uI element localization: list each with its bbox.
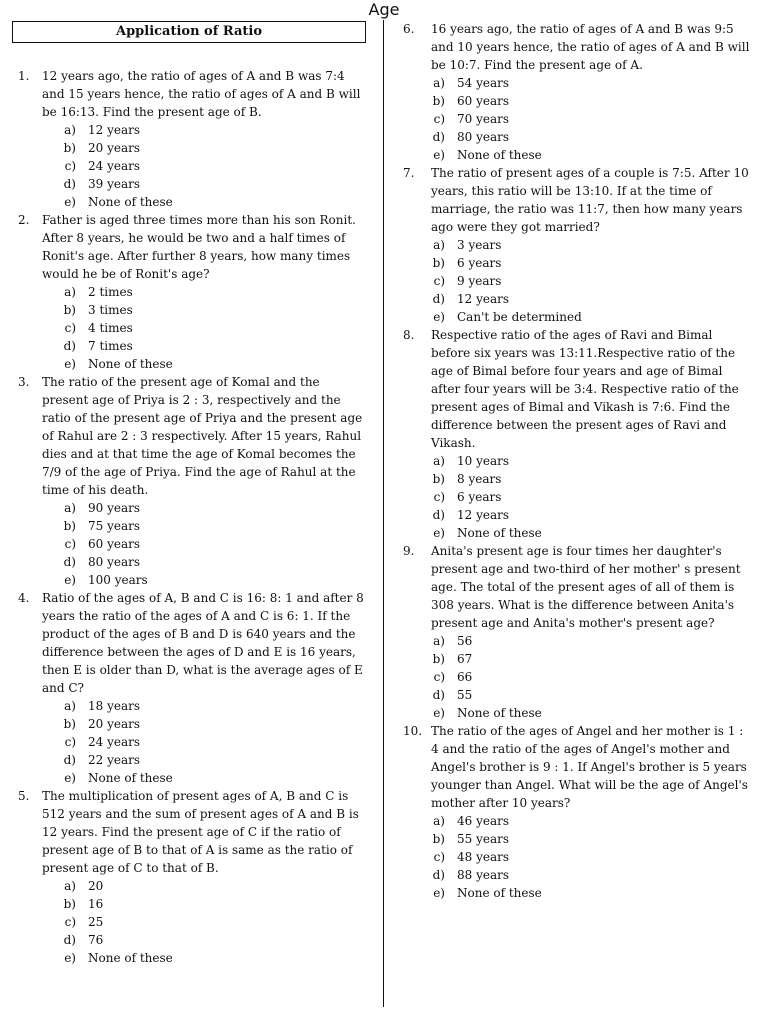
option-text: None of these <box>88 357 173 371</box>
option-item <box>403 668 753 686</box>
option-item <box>12 553 368 571</box>
option-letter: d) <box>63 753 76 767</box>
question-block <box>403 326 753 542</box>
question-text: 16 years ago, the ratio of ages of A and B was 9:5 and 10 years hence, the ratio of ages of A and B will be 10:7. Find the present age of A. <box>431 22 750 72</box>
option-item <box>12 319 368 337</box>
option-text: Can't be determined <box>457 310 582 324</box>
option-list <box>403 452 753 542</box>
option-text: 75 years <box>88 519 141 533</box>
option-letter: e) <box>433 148 445 162</box>
option-letter: e) <box>433 526 445 540</box>
option-text: None of these <box>88 771 173 785</box>
option-letter: d) <box>63 177 76 191</box>
question-row <box>403 722 753 812</box>
option-text: 56 <box>457 634 473 648</box>
option-text: None of these <box>457 886 542 900</box>
option-item <box>12 571 368 589</box>
option-letter: a) <box>64 879 76 893</box>
option-letter: e) <box>64 195 76 209</box>
option-letter: b) <box>63 897 76 911</box>
option-letter: b) <box>432 652 445 666</box>
option-text: 2 times <box>88 285 133 299</box>
option-item <box>403 884 753 902</box>
question-row <box>403 164 753 236</box>
option-text: 12 years <box>88 123 141 137</box>
option-letter: c) <box>64 159 76 173</box>
question-list-right <box>403 20 753 902</box>
option-text: 54 years <box>457 76 510 90</box>
option-letter: c) <box>433 850 445 864</box>
option-item <box>403 506 753 524</box>
option-letter: a) <box>64 123 76 137</box>
option-item <box>12 949 368 967</box>
option-text: None of these <box>457 706 542 720</box>
option-item <box>12 517 368 535</box>
question-number: 10. <box>403 724 423 738</box>
option-letter: b) <box>432 94 445 108</box>
option-letter: b) <box>63 519 76 533</box>
question-number: 1. <box>18 69 30 83</box>
option-letter: e) <box>433 706 445 720</box>
option-item <box>403 272 753 290</box>
option-item <box>403 686 753 704</box>
option-letter: a) <box>433 634 445 648</box>
option-item <box>403 452 753 470</box>
option-list <box>12 499 368 589</box>
option-item <box>12 121 368 139</box>
option-letter: c) <box>433 670 445 684</box>
question-number: 6. <box>403 22 415 36</box>
option-item <box>12 895 368 913</box>
question-text: The multiplication of present ages of A, B and C is 512 years and the sum of present ages of A and B is 12 years. Find the present age of C if the ratio of present age of B to that of A is same as the ratio of present age of C to that of B. <box>42 789 359 875</box>
option-text: 88 years <box>457 868 510 882</box>
page-header-title: Age <box>368 0 400 19</box>
question-block <box>12 589 368 787</box>
question-text: Anita's present age is four times her daughter's present age and two-third of her mother' s present age. The total of the present ages of all of them is 308 years. What is the difference between Anita's present age and Anita's mother's present age? <box>431 544 741 630</box>
option-text: 16 <box>88 897 104 911</box>
option-text: 80 years <box>457 130 510 144</box>
option-text: None of these <box>88 951 173 965</box>
question-block <box>12 787 368 967</box>
option-item <box>403 848 753 866</box>
option-text: 80 years <box>88 555 141 569</box>
option-text: 3 years <box>457 238 502 252</box>
option-letter: a) <box>433 238 445 252</box>
option-text: 7 times <box>88 339 133 353</box>
option-letter: a) <box>64 285 76 299</box>
question-number: 7. <box>403 166 415 180</box>
option-text: 39 years <box>88 177 141 191</box>
option-letter: a) <box>433 814 445 828</box>
option-letter: e) <box>64 951 76 965</box>
question-block <box>403 164 753 326</box>
option-item <box>403 146 753 164</box>
question-number: 8. <box>403 328 415 342</box>
option-text: 24 years <box>88 735 141 749</box>
option-item <box>12 139 368 157</box>
question-row <box>12 373 368 499</box>
option-letter: c) <box>64 735 76 749</box>
option-item <box>12 733 368 751</box>
question-block <box>403 722 753 902</box>
option-letter: c) <box>433 490 445 504</box>
option-list <box>12 283 368 373</box>
option-letter: c) <box>64 321 76 335</box>
question-number: 4. <box>18 591 30 605</box>
option-item <box>403 812 753 830</box>
option-item <box>12 913 368 931</box>
option-text: 25 <box>88 915 104 929</box>
option-item <box>403 488 753 506</box>
option-letter: c) <box>64 537 76 551</box>
option-letter: b) <box>432 472 445 486</box>
option-item <box>12 175 368 193</box>
option-letter: b) <box>63 141 76 155</box>
option-text: 20 years <box>88 717 141 731</box>
question-block <box>403 542 753 722</box>
option-letter: e) <box>64 357 76 371</box>
option-item <box>403 110 753 128</box>
option-letter: d) <box>63 555 76 569</box>
option-item <box>403 830 753 848</box>
question-row <box>12 67 368 121</box>
option-item <box>403 524 753 542</box>
option-letter: b) <box>63 303 76 317</box>
option-text: 66 <box>457 670 473 684</box>
section-title: Application of Ratio <box>12 21 366 43</box>
question-block <box>12 373 368 589</box>
question-text: Respective ratio of the ages of Ravi and Bimal before six years was 13:11.Respective ratio of the age of Bimal before four years and age of Bimal after four years will be 3:4. Respective ratio of the present ages of Bimal and Vikash is 7:6. Find the difference between the present ages of Ravi and Vikash. <box>431 328 739 450</box>
option-item <box>12 535 368 553</box>
option-text: 22 years <box>88 753 141 767</box>
option-list <box>403 236 753 326</box>
option-text: 12 years <box>457 508 510 522</box>
option-letter: a) <box>433 454 445 468</box>
question-text: The ratio of the present age of Komal and the present age of Priya is 2 : 3, respectively and the ratio of the present age of Priya and the present age of Rahul are 2 : 3 respectively. After 15 years, Rahul dies and at that time the age of Komal becomes the 7/9 of the age of Priya. Find the age of Rahul at the time of his death. <box>42 375 363 497</box>
question-block <box>12 211 368 373</box>
question-text: The ratio of present ages of a couple is 7:5. After 10 years, this ratio will be 13:10. If at the time of marriage, the ratio was 11:7, then how many years ago were they got married? <box>431 166 749 234</box>
option-item <box>12 337 368 355</box>
option-text: 10 years <box>457 454 510 468</box>
option-text: 20 <box>88 879 104 893</box>
option-text: None of these <box>457 526 542 540</box>
question-text: 12 years ago, the ratio of ages of A and B was 7:4 and 15 years hence, the ratio of ages of A and B will be 16:13. Find the present age of B. <box>42 69 361 119</box>
option-letter: d) <box>432 292 445 306</box>
option-text: None of these <box>88 195 173 209</box>
option-item <box>12 301 368 319</box>
option-letter: b) <box>432 832 445 846</box>
left-column <box>12 18 368 967</box>
question-row <box>403 326 753 452</box>
question-text: Father is aged three times more than his son Ronit. After 8 years, he would be two and a half times of Ronit's age. After further 8 years, how many times would he be of Ronit's age? <box>42 213 356 281</box>
option-item <box>403 290 753 308</box>
option-text: 55 <box>457 688 473 702</box>
question-number: 5. <box>18 789 30 803</box>
option-item <box>403 308 753 326</box>
option-item <box>403 128 753 146</box>
option-text: 46 years <box>457 814 510 828</box>
question-number: 2. <box>18 213 30 227</box>
option-letter: a) <box>433 76 445 90</box>
option-item <box>12 283 368 301</box>
question-list-left <box>12 67 368 967</box>
option-item <box>12 715 368 733</box>
option-item <box>403 236 753 254</box>
question-row <box>403 542 753 632</box>
option-text: 18 years <box>88 699 141 713</box>
option-list <box>403 812 753 902</box>
option-letter: d) <box>432 868 445 882</box>
question-text: Ratio of the ages of A, B and C is 16: 8: 1 and after 8 years the ratio of the ages of A and C is 6: 1. If the product of the ages of B and D is 640 years and the difference between the ages of D and E is 16 years, then E is older than D, what is the average ages of E and C? <box>42 591 364 695</box>
option-letter: e) <box>64 573 76 587</box>
question-number: 9. <box>403 544 415 558</box>
option-letter: d) <box>432 508 445 522</box>
question-row <box>12 211 368 283</box>
right-column <box>403 20 753 902</box>
option-letter: b) <box>63 717 76 731</box>
option-letter: c) <box>64 915 76 929</box>
option-text: 8 years <box>457 472 502 486</box>
option-item <box>403 704 753 722</box>
option-text: 48 years <box>457 850 510 864</box>
option-letter: d) <box>63 933 76 947</box>
option-list <box>12 121 368 211</box>
option-text: 6 years <box>457 256 502 270</box>
option-letter: e) <box>433 886 445 900</box>
option-list <box>12 697 368 787</box>
option-text: 100 years <box>88 573 148 587</box>
option-text: 20 years <box>88 141 141 155</box>
option-item <box>12 877 368 895</box>
option-item <box>403 74 753 92</box>
question-block <box>403 20 753 164</box>
option-text: 67 <box>457 652 473 666</box>
option-letter: b) <box>432 256 445 270</box>
option-text: 60 years <box>457 94 510 108</box>
option-item <box>403 254 753 272</box>
option-text: 4 times <box>88 321 133 335</box>
option-text: 9 years <box>457 274 502 288</box>
option-item <box>12 697 368 715</box>
option-text: 55 years <box>457 832 510 846</box>
option-letter: d) <box>432 688 445 702</box>
option-text: 90 years <box>88 501 141 515</box>
option-item <box>403 632 753 650</box>
question-text: The ratio of the ages of Angel and her mother is 1 : 4 and the ratio of the ages of Angel's mother and Angel's brother is 9 : 1. If Angel's brother is 5 years younger than Angel. What will be the age of Angel's mother after 10 years? <box>431 724 748 810</box>
option-letter: e) <box>433 310 445 324</box>
option-item <box>403 866 753 884</box>
option-item <box>12 355 368 373</box>
option-item <box>12 193 368 211</box>
question-row <box>12 589 368 697</box>
question-row <box>12 787 368 877</box>
option-text: 60 years <box>88 537 141 551</box>
question-block <box>12 67 368 211</box>
option-letter: d) <box>432 130 445 144</box>
option-item <box>403 92 753 110</box>
column-divider <box>383 20 384 1007</box>
option-text: 70 years <box>457 112 510 126</box>
question-row <box>403 20 753 74</box>
option-letter: e) <box>64 771 76 785</box>
question-number: 3. <box>18 375 30 389</box>
option-item <box>12 499 368 517</box>
option-list <box>12 877 368 967</box>
option-letter: a) <box>64 501 76 515</box>
option-text: 24 years <box>88 159 141 173</box>
option-item <box>12 157 368 175</box>
option-text: 76 <box>88 933 104 947</box>
option-list <box>403 632 753 722</box>
option-list <box>403 74 753 164</box>
option-letter: d) <box>63 339 76 353</box>
option-letter: c) <box>433 112 445 126</box>
option-text: None of these <box>457 148 542 162</box>
option-text: 3 times <box>88 303 133 317</box>
option-text: 6 years <box>457 490 502 504</box>
option-item <box>403 470 753 488</box>
option-letter: a) <box>64 699 76 713</box>
option-item <box>403 650 753 668</box>
option-item <box>12 931 368 949</box>
option-item <box>12 769 368 787</box>
option-letter: c) <box>433 274 445 288</box>
option-text: 12 years <box>457 292 510 306</box>
option-item <box>12 751 368 769</box>
